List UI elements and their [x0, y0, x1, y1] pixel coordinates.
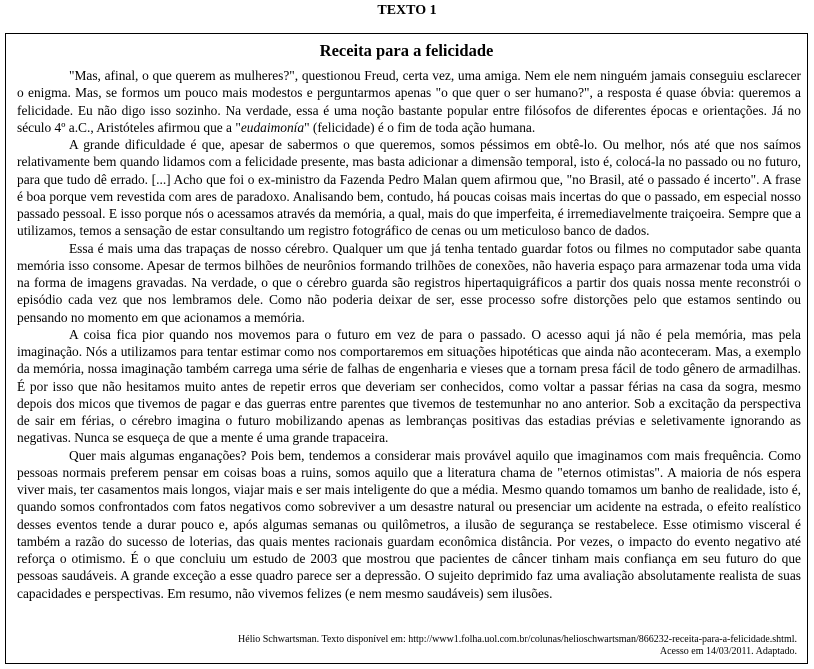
paragraph-3: Essa é mais uma das trapaças de nosso cérebro. Qualquer um que já tenha tentado guardar fotos ou filmes no computador sabe quanta memória isso consome. Apesar de termos bilhões de neurônios formando trilhões de conexões, não haveria espaço para armazenar toda uma vida na forma de imagens gravadas. Na verdade, o que o cérebro guarda são registros hipertaquigráficos a partir dos quais nossa mente reconstrói o episódio cada vez que nos lembramos dele. Como não poderia deixar de ser, esse processo sofre distorções pelo que estamos sentindo ou pensando no momento em que acionamos a memória.: [17, 240, 801, 325]
article-frame: [5, 33, 808, 664]
eudaimonia-term: eudaimonía: [240, 119, 305, 135]
paragraph-1-part-a: "Mas, afinal, o que querem as mulheres?", questionou Freud, certa vez, uma amiga. Nem ele nem ninguém jamais conseguiu esclarecer o enigma. Mas, se formos um pouco mais modestos e perguntarmos apenas "o que quer o ser humano?", a resposta é quase óbvia: queremos a felicidade. Eu não digo isso sozinho. Na verdade, essa é uma noção bastante popular entre filósofos de diferentes épocas e orientações. Já no século 4º a.C., Aristóteles afirmou que a ": [17, 68, 801, 135]
paragraph-5: Quer mais algumas enganações? Pois bem, tendemos a considerar mais provável aquilo que imaginamos com mais frequência. Como pessoas normais preferem pensar em coisas boas a ruins, somos aquilo que a literatura chama de "eternos otimistas". A maioria de nós espera viver mais, ter casamentos mais longos, viajar mais e ser mais inteligente do que a média. Mesmo quando tomamos um banho de realidade, isto é, quando somos confrontados com fatos negativos como sobreviver a um desastre natural ou presenciar um acidente na estrada, o efeito realístico desses eventos tende a durar pouco e, após algumas semanas ou quilômetros, a ilusão de segurança se restabelece. Esse otimismo visceral é também a razão do sucesso de loterias, das quais mentes racionais guardam econômica distância. Por vezes, o impacto do evento negativo até reforça o otimismo. É o que concluiu um estudo de 2003 que mostrou que pacientes de câncer tinham mais confiança em seu futuro do que pessoas saudáveis. A grande exceção a esse quadro parece ser a depressão. O sujeito deprimido faz uma avaliação absolutamente realista de suas capacidades e perspectivas. Em resumo, não vivemos felizes (e nem mesmo saudáveis) sem ilusões.: [17, 447, 801, 601]
article-title: Receita para a felicidade: [319, 41, 494, 60]
text-number-label: TEXTO 1: [377, 3, 437, 18]
paragraph-1: [17, 67, 801, 136]
paragraph-4: A coisa fica pior quando nos movemos para o futuro em vez de para o passado. O acesso aqui já não é pela memória, mas pela imaginação. Nós a utilizamos para tentar estimar como nos comportaremos em situações hipotéticas que ainda não aconteceram. Mas, a exemplo da memória, nossa imaginação também carrega uma série de falhas de engenharia e vieses que a tornam presa fácil de todo gênero de armadilhas. É por isso que não hesitamos muito antes de repetir erros que deveriam ser conhecidos, como voltar a passar férias na casa da sogra, mesmo depois dos micos que tivemos de pagar e das guerras entre parentes que tivemos de testemunhar no ano anterior. Sob a excitação da perspectiva de sair em férias, o cérebro imagina o futuro mobilizando apenas as lembranças positivas das estadias prévias e seletivamente ignorando as negativas. Nunca se esqueça de que a mente é uma grande trapaceira.: [17, 326, 801, 446]
paragraph-2: A grande dificuldade é que, apesar de sabermos o que queremos, somos péssimos em obtê-lo. Ou melhor, nós até que nos saímos relativamente bem quando lidamos com a felicidade presente, mas basta adicionar a dimensão temporal, isto é, colocá-la no passado ou no futuro, para que tudo dê errado. [...] Acho que foi o ex-ministro da Fazenda Pedro Malan quem afirmou que, "no Brasil, até o passado é incerto". A frase é boa porque vem revestida com ares de paradoxo. Analisando bem, contudo, há poucas coisas mais incertas do que o passado, em especial nosso passado pessoal. E isso porque nós o acessamos através da memória, a qual, mais do que imperfeita, é irremediavelmente traiçoeira. Sempre que a utilizamos, temos a sensação de estar consultando um registro fotográfico de cenas ou um meticuloso banco de dados.: [17, 137, 801, 239]
article-body: [17, 67, 801, 602]
paragraph-1-part-b: " (felicidade) é o fim de toda ação humana.: [304, 119, 536, 135]
source-citation: [17, 634, 797, 658]
source-line-2: Acesso em 14/03/2011. Adaptado.: [659, 646, 797, 657]
source-line-1: Hélio Schwartsman. Texto disponível em: http://www1.folha.uol.com.br/colunas/helioschwartsman/866232-receita-para-a-felicidade.shtml.: [238, 634, 797, 645]
